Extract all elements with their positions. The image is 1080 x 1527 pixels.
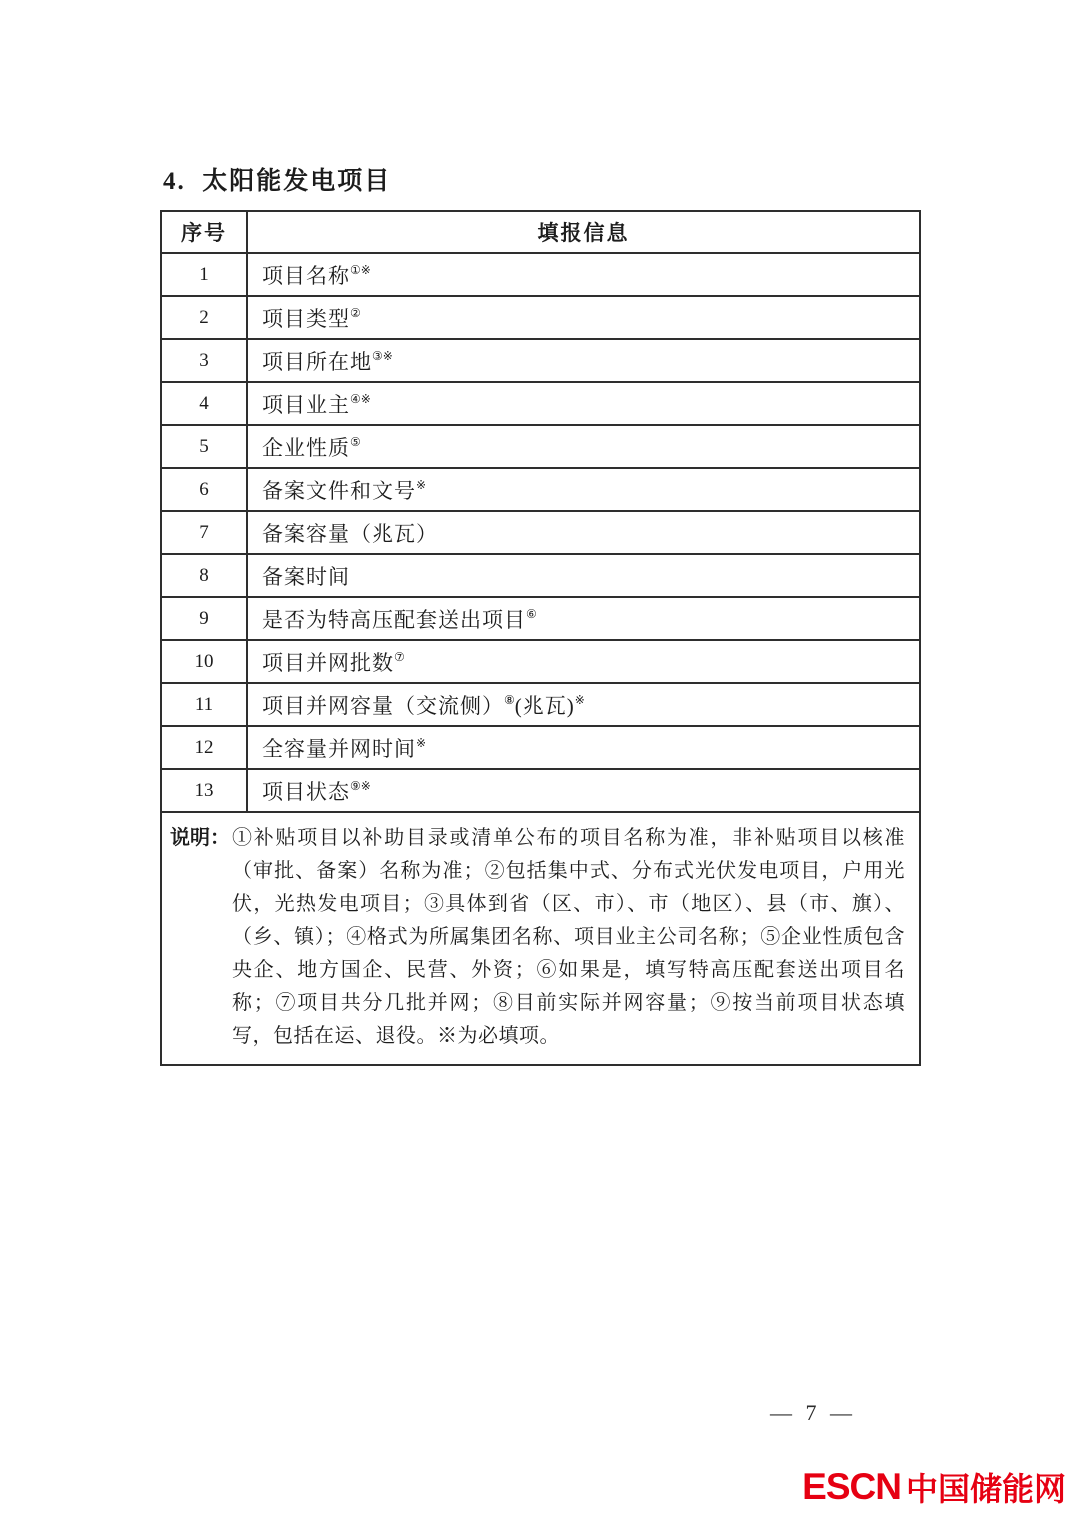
- footnote-marker: ④※: [350, 391, 371, 406]
- field-label: 项目所在地: [262, 349, 372, 374]
- row-index: 12: [161, 726, 247, 769]
- table-row: [161, 640, 920, 683]
- row-label: [247, 640, 920, 683]
- footnote-marker: ⑦: [394, 649, 405, 664]
- header-row: [161, 211, 920, 253]
- escn-logo-chinese: 中国储能网: [905, 1471, 1066, 1507]
- table-header: [161, 211, 920, 253]
- table-row: [161, 726, 920, 769]
- field-label: 备案时间: [262, 564, 350, 589]
- notes-label: 说明：: [170, 827, 230, 849]
- table-row: [161, 683, 920, 726]
- notes-text: ①补贴项目以补助目录或清单公布的项目名称为准，非补贴项目以核准（审批、备案）名称为准；②包括集中式、分布式光伏发电项目，户用光伏，光热发电项目；③具体到省（区、市）、市（地区）、县（市、旗）、（乡、镇）；④格式为所属集团名称、项目业主公司名称；⑤企业性质包含央企、地方国企、民营、外资；⑥如果是，填写特高压配套送出项目名称；⑦项目共分几批并网；⑧目前实际并网容量；⑨按当前项目状态填写，包括在运、退役。※为必填项。: [232, 827, 905, 1047]
- table-row: [161, 468, 920, 511]
- row-index: 5: [161, 425, 247, 468]
- footnote-marker: ①※: [350, 262, 371, 277]
- footnote-marker: ⑤: [350, 434, 361, 449]
- row-label: [247, 769, 920, 812]
- footnote-marker: ⑧: [504, 692, 515, 707]
- row-index: 11: [161, 683, 247, 726]
- row-index: 13: [161, 769, 247, 812]
- row-index: 3: [161, 339, 247, 382]
- footnote-marker: ③※: [372, 348, 393, 363]
- field-label: 企业性质: [262, 435, 350, 460]
- footnote-marker: ②: [350, 305, 361, 320]
- required-marker: ※: [574, 692, 585, 707]
- notes-cell: [161, 812, 920, 1065]
- row-label: [247, 339, 920, 382]
- row-index: 1: [161, 253, 247, 296]
- table-row: [161, 597, 920, 640]
- row-label: [247, 425, 920, 468]
- row-label: [247, 726, 920, 769]
- row-label: [247, 382, 920, 425]
- notes-row: [161, 812, 920, 1065]
- field-label: 项目并网容量（交流侧）: [262, 693, 504, 718]
- table-body: [161, 253, 920, 812]
- field-label: 项目状态: [262, 779, 350, 804]
- footnote-marker: ⑨※: [350, 778, 371, 793]
- table-row: [161, 511, 920, 554]
- row-index: 6: [161, 468, 247, 511]
- page-title: 4. 太阳能发电项目: [163, 168, 392, 195]
- field-label: 备案容量（兆瓦）: [262, 521, 438, 546]
- table-row: [161, 382, 920, 425]
- field-label: 项目名称: [262, 263, 350, 288]
- field-label: 项目业主: [262, 392, 350, 417]
- col-header-index: 序号: [161, 211, 247, 253]
- escn-logo-latin: ESCN: [802, 1466, 901, 1507]
- field-label: 备案文件和文号: [262, 478, 416, 503]
- row-index: 4: [161, 382, 247, 425]
- field-label-unit: (兆瓦): [514, 693, 575, 718]
- solar-project-table: [160, 210, 921, 1066]
- table-row: [161, 769, 920, 812]
- table-footer: [161, 812, 920, 1065]
- table-row: [161, 554, 920, 597]
- col-header-info: 填报信息: [247, 211, 920, 253]
- table-row: [161, 296, 920, 339]
- field-label: 项目类型: [262, 306, 350, 331]
- field-label: 全容量并网时间: [262, 736, 416, 761]
- row-label: [247, 511, 920, 554]
- table-row: [161, 425, 920, 468]
- field-label: 项目并网批数: [262, 650, 394, 675]
- row-label: [247, 296, 920, 339]
- row-index: 10: [161, 640, 247, 683]
- footnote-marker: ※: [416, 477, 427, 492]
- escn-logo: [802, 1464, 1066, 1510]
- footnote-marker: ※: [416, 735, 427, 750]
- row-index: 9: [161, 597, 247, 640]
- row-label: [247, 253, 920, 296]
- footnote-marker: ⑥: [526, 606, 537, 621]
- row-index: 2: [161, 296, 247, 339]
- row-label: [247, 554, 920, 597]
- notes-block: [170, 822, 905, 1053]
- row-label: [247, 683, 920, 726]
- row-index: 7: [161, 511, 247, 554]
- table-row: [161, 253, 920, 296]
- page-number: — 7 —: [770, 1400, 856, 1425]
- row-index: 8: [161, 554, 247, 597]
- table-row: [161, 339, 920, 382]
- field-label: 是否为特高压配套送出项目: [262, 607, 526, 632]
- row-label: [247, 468, 920, 511]
- row-label: [247, 597, 920, 640]
